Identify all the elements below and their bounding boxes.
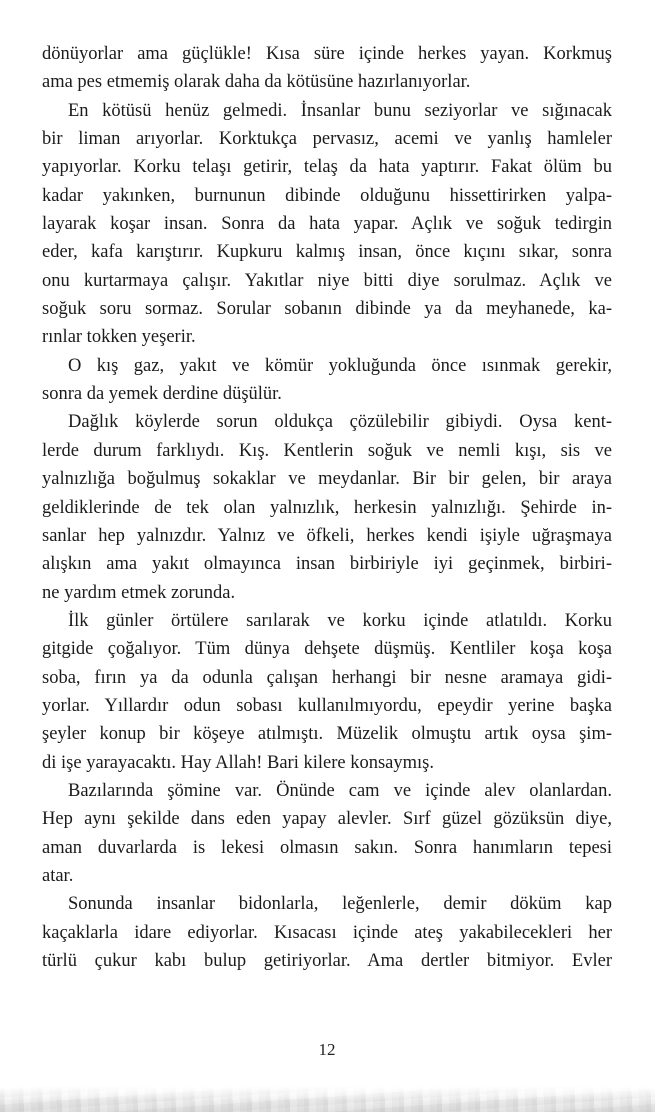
text-line: di işe yarayacaktı. Hay Allah! Bari kilere konsaymış. <box>42 752 434 773</box>
text-line: kaçaklarla idare ediyorlar. Kısacası içinde ateş yakabilecekleri her <box>42 922 612 943</box>
text-line: eder, kafa karıştırır. Kupkuru kalmış insan, önce kıçını sıkar, sonra <box>42 242 612 263</box>
text-line: soba, fırın ya da odunla çalışan herhangi bir nesne aramaya gidi- <box>42 667 612 688</box>
text-line: bir liman arıyorlar. Korktukça pervasız, acemi ve yanlış hamleler <box>42 129 612 150</box>
text-line: alışkın ama yakıt olmayınca insan birbiriyle iyi geçinmek, birbiri- <box>42 554 612 575</box>
text-line: ne yardım etmek zorunda. <box>42 582 236 603</box>
text-line: ama pes etmemiş olarak daha da kötüsüne hazırlanıyorlar. <box>42 72 471 93</box>
text-line: kadar yakınken, burnunun dibinde olduğunu hissettirirken yalpa- <box>42 185 612 206</box>
text-line: şeyler konup bir köşeye atılmıştı. Müzelik olmuştu artık oysa şim- <box>42 724 612 745</box>
text-line: türlü çukur kabı bulup getiriyorlar. Ama dertler bitmiyor. Evler <box>42 951 612 971</box>
text-line: lerde durum farklıydı. Kış. Kentlerin soğuk ve nemli kışı, sis ve <box>42 440 612 461</box>
text-line: Sonunda insanlar bidonlarla, leğenlerle, demir döküm kap <box>68 894 612 915</box>
text-line: O kış gaz, yakıt ve kömür yokluğunda önce ısınmak gerekir, <box>68 355 612 376</box>
text-line: aman duvarlarda is lekesi olmasın sakın. Sonra hanımların tepesi <box>42 837 612 858</box>
text-line: Dağlık köylerde sorun oldukça çözülebilir gibiydi. Oysa kent- <box>68 412 612 433</box>
text-line: yorlar. Yıllardır odun sobası kullanılmıyordu, epeydir yerine başka <box>42 695 612 716</box>
text-line: yapıyorlar. Korku telaşı getirir, telaş da hata yaptırır. Fakat ölüm bu <box>42 157 612 178</box>
text-line: dönüyorlar ama güçlükle! Kısa süre içinde herkes yayan. Korkmuş <box>42 44 612 64</box>
text-line: geldiklerinde de tek olan yalnızlık, herkesin yalnızlığı. Şehirde in- <box>42 497 612 518</box>
text-line: atar. <box>42 865 74 886</box>
text-line: gitgide çoğalıyor. Tüm dünya dehşete düşmüş. Kentliler koşa koşa <box>42 639 612 660</box>
text-line: sonra da yemek derdine düşülür. <box>42 384 282 405</box>
text-line: İlk günler örtülere sarılarak ve korku içinde atlatıldı. Korku <box>68 610 612 631</box>
page-number: 12 <box>318 1040 336 1059</box>
text-line: layarak koşar insan. Sonra da hata yapar. Açlık ve soğuk tedirgin <box>42 214 612 235</box>
text-line: Bazılarında şömine var. Önünde cam ve içinde alev olanlardan. <box>68 780 612 801</box>
page-bottom-scan-edge <box>0 1086 655 1112</box>
text-line: En kötüsü henüz gelmedi. İnsanlar bunu seziyorlar ve sığınacak <box>68 100 612 121</box>
text-line: Hep aynı şekilde dans eden yapay alevler. Sırf güzel gözüksün diye, <box>42 809 612 830</box>
text-line: sanlar hep yalnızdır. Yalnız ve öfkeli, herkes kendi işiyle uğraşmaya <box>42 525 612 546</box>
text-line: rınlar tokken yeşerir. <box>42 327 196 348</box>
text-line: soğuk soru sormaz. Sorular sobanın dibinde ya da meyhanede, ka- <box>42 299 612 320</box>
text-line: onu kurtarmaya çalışır. Yakıtlar niye bitti diye sorulmaz. Açlık ve <box>42 270 612 291</box>
page-text <box>42 40 612 975</box>
text-line: yalnızlığa boğulmuş sokaklar ve meydanlar. Bir bir gelen, bir araya <box>42 469 612 490</box>
